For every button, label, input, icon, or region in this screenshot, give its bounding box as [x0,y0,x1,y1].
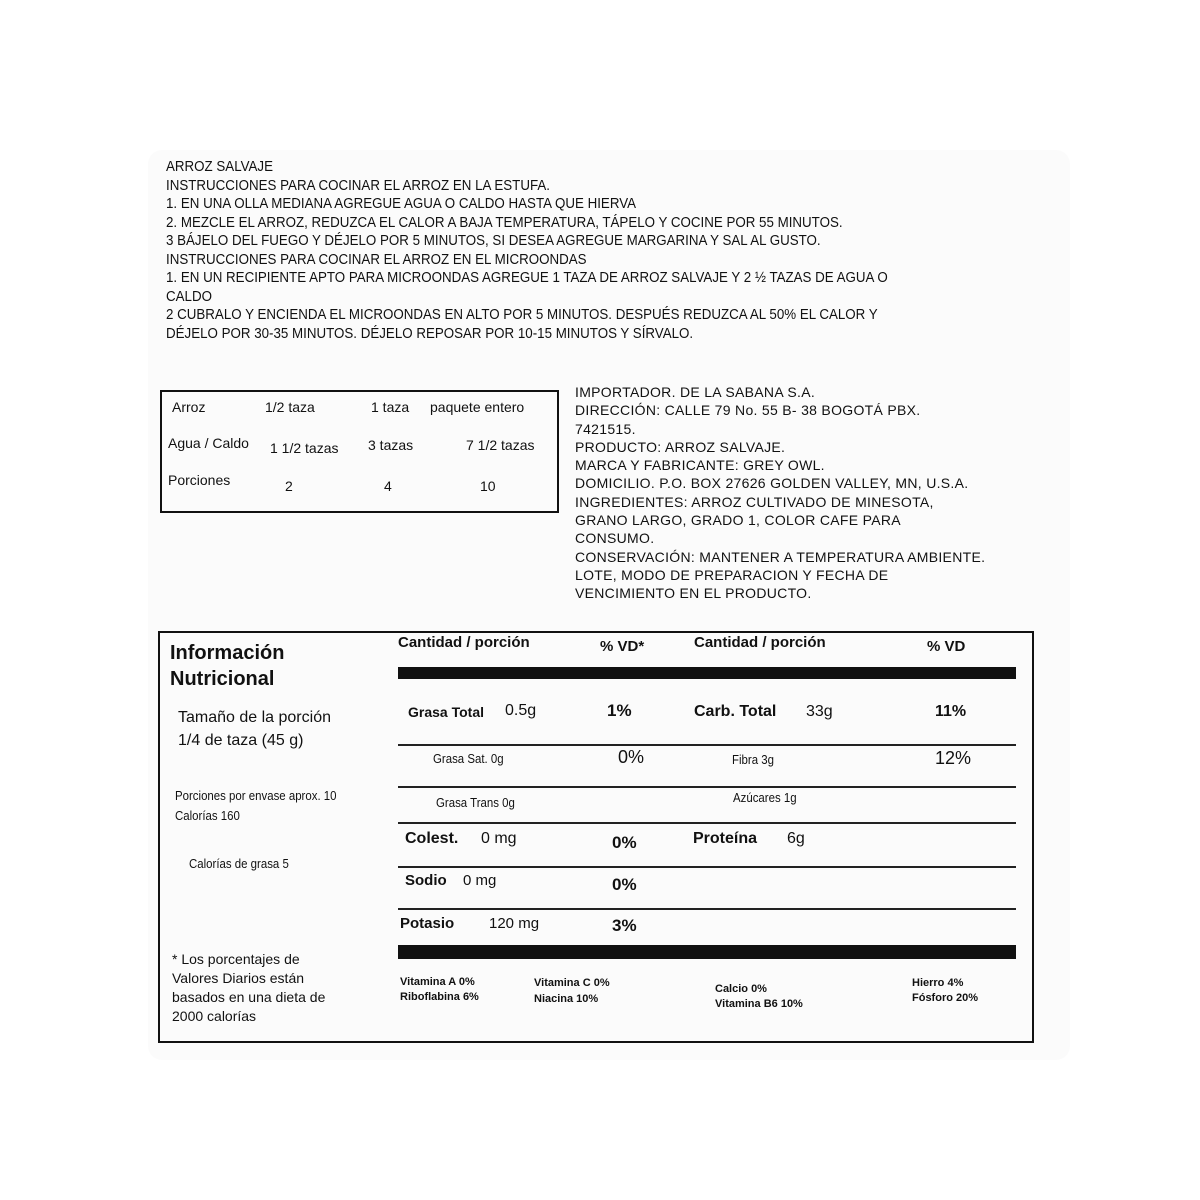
nutrient-label: Sodio [405,872,447,889]
instruction-line: 1. EN UNA OLLA MEDIANA AGREGUE AGUA O CALDO HASTA QUE HIERVA [166,196,637,212]
nutrition-title: Información [170,642,285,664]
servings-cell: 1 taza [371,399,410,415]
instruction-line: 2 CUBRALO Y ENCIENDA EL MICROONDAS EN ALTO POR 5 MINUTOS. DESPUÉS REDUZCA AL 50% EL CALOR Y [166,307,878,323]
nutrient-value: 0.5g [505,702,537,719]
nutrient-label: Grasa Total [408,704,484,720]
info-line: GRANO LARGO, GRADO 1, COLOR CAFE PARA [575,512,901,529]
servings-cell: paquete entero [430,399,525,415]
servings-cell: Arroz [172,399,206,415]
info-line: DIRECCIÓN: CALLE 79 No. 55 B- 38 BOGOTÁ PBX. [575,402,921,419]
header-quantity: Cantidad / porción [694,634,826,651]
info-line: LOTE, MODO DE PREPARACION Y FECHA DE [575,566,889,583]
vitamin-value: Fósforo 20% [912,992,979,1004]
nutrient-label: Colest. [405,830,459,847]
servings-cell: 1 1/2 tazas [270,440,339,456]
info-line: MARCA Y FABRICANTE: GREY OWL. [575,457,825,474]
footnote-line: * Los porcentajes de [172,951,300,967]
nutrient-dv: 3% [612,916,637,935]
divider [398,786,1016,788]
serving-size-label: Tamaño de la porción [178,709,331,726]
footnote [172,950,325,1026]
nutrient-label: Potasio [400,915,455,932]
nutrient-label: Grasa Sat. 0g [433,751,504,766]
vitamin-value: Hierro 4% [912,977,964,989]
info-line: VENCIMIENTO EN EL PRODUCTO. [575,585,812,602]
nutrient-dv: 12% [935,748,972,768]
footnote-line: basados en una dieta de [172,989,326,1005]
instruction-line: 2. MEZCLE EL ARROZ, REDUZCA EL CALOR A BAJA TEMPERATURA, TÁPELO Y COCINE POR 55 MINUTOS. [166,214,843,231]
servings-cell: 7 1/2 tazas [466,437,535,453]
servings-cell: 2 [285,478,293,494]
nutrient-label: Proteína [693,830,758,847]
footnote-line: 2000 calorías [172,1008,257,1024]
vitamin-value: Riboflabina 6% [400,991,479,1003]
instruction-line: INSTRUCCIONES PARA COCINAR EL ARROZ EN EL MICROONDAS [166,251,587,268]
header-dv: % VD* [600,638,645,655]
fat-calories: Calorías de grasa 5 [189,856,289,871]
servings-cell: 1/2 taza [265,399,315,415]
cooking-instructions [166,158,888,343]
nutrient-dv: 1% [607,701,632,720]
servings-cell: Porciones [168,472,231,488]
nutrient-dv: 0% [612,875,637,894]
importer-info [575,383,985,603]
nutrient-label: Fibra 3g [732,752,774,767]
header-quantity: Cantidad / porción [398,634,530,651]
servings-cell: 10 [480,478,496,494]
divider [398,908,1016,910]
calories: Calorías 160 [175,808,240,823]
nutrient-label: Carb. Total [694,703,777,720]
nutrient-value: 120 mg [489,915,540,932]
nutrient-label: Grasa Trans 0g [436,795,515,810]
vitamin-value: Vitamina C 0% [534,977,610,989]
product-name: ARROZ SALVAJE [166,159,274,175]
vitamin-value: Vitamina B6 10% [715,998,803,1010]
footnote-line: Valores Diarios están [172,970,305,986]
nutrient-value: 33g [806,703,833,720]
vitamin-value: Calcio 0% [715,983,767,995]
info-line: DOMICILIO. P.O. BOX 27626 GOLDEN VALLEY, MN, U.S.A. [575,475,969,492]
divider [398,866,1016,868]
servings-cell: 4 [384,478,392,494]
divider-thick [398,667,1016,679]
nutrient-value: 0 mg [463,872,497,889]
info-line: PRODUCTO: ARROZ SALVAJE. [575,438,786,455]
header-dv: % VD [927,638,966,655]
divider [398,822,1016,824]
info-line: CONSUMO. [575,530,655,547]
info-line: CONSERVACIÓN: MANTENER A TEMPERATURA AMBIENTE. [575,548,986,565]
nutrient-value: 6g [787,830,805,847]
servings-cell: 3 tazas [368,437,414,453]
divider [398,744,1016,746]
nutrient-dv: 11% [935,703,967,720]
divider-thick [398,945,1016,959]
instruction-line: DÉJELO POR 30-35 MINUTOS. DÉJELO REPOSAR POR 10-15 MINUTOS Y SÍRVALO. [166,325,694,342]
info-line: 7421515. [575,420,636,437]
vitamin-value: Vitamina A 0% [400,976,475,988]
nutrition-title: Nutricional [170,668,275,690]
instruction-line: CALDO [166,288,212,305]
nutrient-label: Azúcares 1g [733,790,797,805]
vitamin-value: Niacina 10% [534,993,599,1005]
info-line: IMPORTADOR. DE LA SABANA S.A. [575,384,816,400]
nutrient-value: 0 mg [481,830,517,847]
info-line: INGREDIENTES: ARROZ CULTIVADO DE MINESOTA, [575,493,934,510]
serving-size-value: 1/4 de taza (45 g) [178,732,304,749]
instruction-line: 3 BÁJELO DEL FUEGO Y DÉJELO POR 5 MINUTOS, SI DESEA AGREGUE MARGARINA Y SAL AL GUSTO. [166,233,821,249]
instruction-line: INSTRUCCIONES PARA COCINAR EL ARROZ EN LA ESTUFA. [166,177,550,194]
instruction-line: 1. EN UN RECIPIENTE APTO PARA MICROONDAS AGREGUE 1 TAZA DE ARROZ SALVAJE Y 2 ½ TAZAS DE AGUA O [166,270,888,286]
servings-per-container: Porciones por envase aprox. 10 [175,788,337,803]
servings-cell: Agua / Caldo [168,435,249,451]
nutrient-dv: 0% [618,747,645,767]
nutrient-dv: 0% [612,833,637,852]
